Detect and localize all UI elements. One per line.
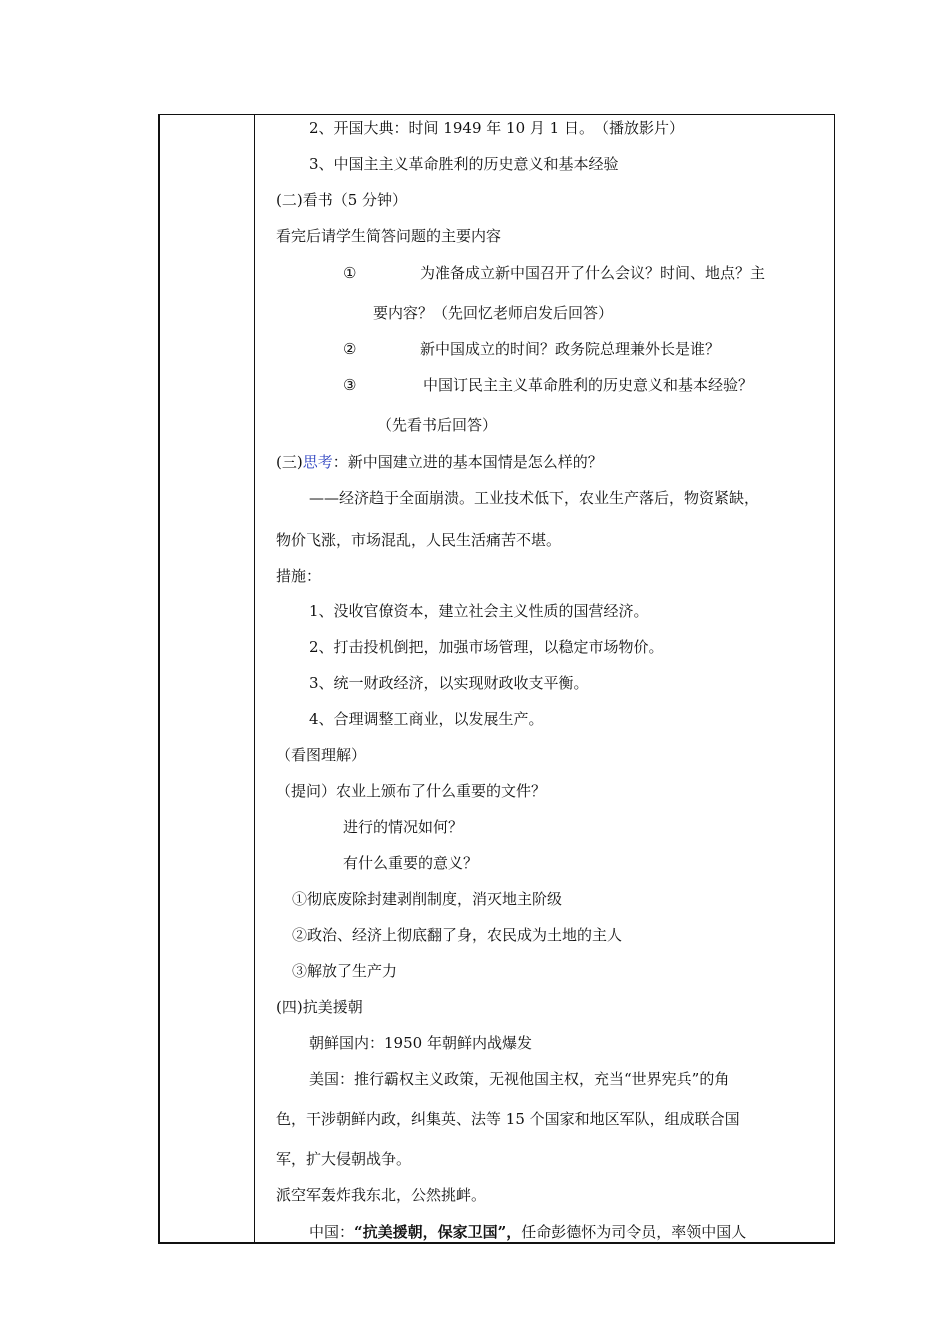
text-line: （提问）农业上颁布了什么重要的文件？ [276,782,547,800]
list-item: ①彻底废除封建剥削制度，消灭地主阶级 [292,890,563,908]
text-line: ——经济趋于全面崩溃。工业技术低下，农业生产落后，物资紧缺， [309,489,760,507]
list-item: ②政治、经济上彻底翻了身，农民成为土地的主人 [292,926,623,944]
think-word: 思考 [302,453,333,471]
text-line: 看完后请学生简答问题的主要内容 [276,227,502,245]
text-line: 军，扩大侵朝战争。 [276,1150,412,1168]
list-item: 2、打击投机倒把，加强市场管理，以稳定市场物价。 [309,638,664,656]
section-heading: (四)抗美援朝 [276,998,363,1016]
text-line: 朝鲜国内：1950 年朝鲜内战爆发 [309,1034,532,1052]
text-line: 3、中国主主义革命胜利的历史意义和基本经验 [309,155,619,173]
text-line [309,1222,746,1242]
text-line: （看图理解） [276,746,367,764]
question-text: 中国订民主主义革命胜利的历史意义和基本经验？ [423,376,754,394]
text-line: 2、开国大典：时间 1949 年 10 月 1 日。 （播放影片） [309,119,684,137]
column-divider [254,114,255,1244]
question-text: （先看书后回答） [377,416,498,434]
question-text: 要内容？（先回忆老师启发后回答） [373,304,614,322]
question-text: 为准备成立新中国召开了什么会议？时间、地点？主 [420,264,766,282]
text-line: 色，干涉朝鲜内政，纠集英、法等 15 个国家和地区军队，组成联合国 [276,1110,740,1128]
think-prefix: (三) [276,453,303,471]
china-rest: 任命彭德怀为司令员，率领中国人 [521,1223,747,1241]
text-line: 有什么重要的意义？ [343,854,479,872]
list-item: 1、没收官僚资本，建立社会主义性质的国营经济。 [309,602,649,620]
china-prefix: 中国： [309,1223,355,1241]
question-text: 新中国成立的时间？政务院总理兼外长是谁？ [420,340,721,358]
text-line: 物价飞涨，市场混乱，人民生活痛苦不堪。 [276,531,562,549]
question-number: ② [343,340,357,358]
section-heading: (二)看书（5 分钟） [276,191,408,209]
text-line: 进行的情况如何？ [343,818,464,836]
section-heading [276,452,603,472]
question-number: ③ [343,376,357,394]
list-item: 4、合理调整工商业，以发展生产。 [309,710,544,728]
think-rest: ：新中国建立进的基本国情是怎么样的？ [332,453,603,471]
slogan: “抗美援朝，保家卫国”， [354,1223,522,1241]
list-item: 3、统一财政经济，以实现财政收支平衡。 [309,674,589,692]
text-line: 措施： [276,567,322,585]
list-item: ③解放了生产力 [292,962,398,980]
text-line: 派空军轰炸我东北，公然挑衅。 [276,1186,487,1204]
text-line: 美国：推行霸权主义政策，无视他国主权，充当“世界宪兵”的角 [309,1070,730,1088]
question-number: ① [343,264,357,282]
